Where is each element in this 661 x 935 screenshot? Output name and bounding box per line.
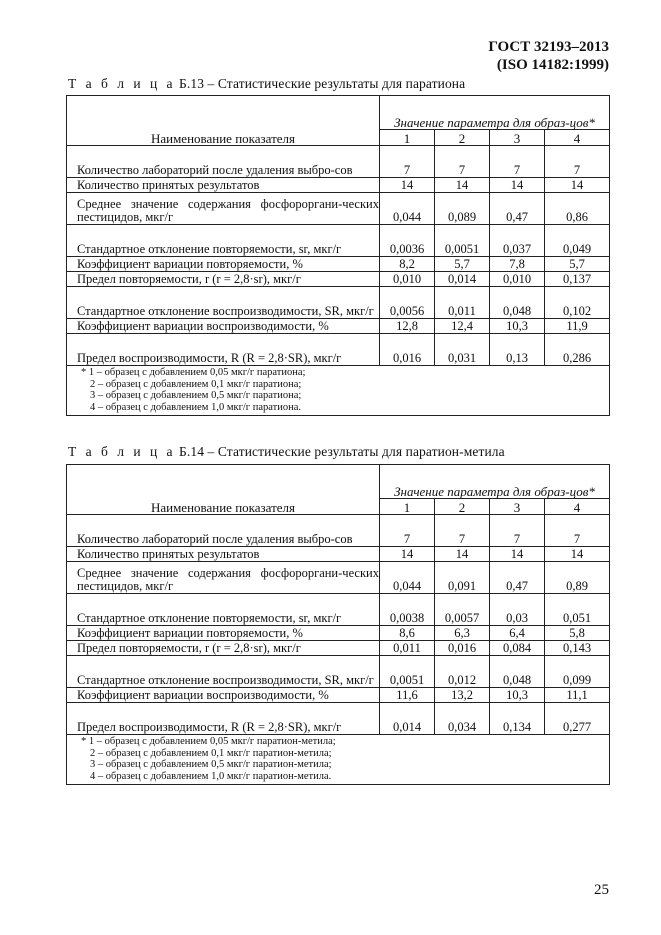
page-number: 25: [594, 882, 609, 898]
table-row: [67, 703, 610, 735]
row-label: Количество принятых результатов: [67, 547, 380, 562]
cell-value: 0,089: [435, 193, 490, 225]
row-label: Количество лабораторий после удаления выбро-сов: [67, 146, 380, 178]
cell-value: 0,010: [380, 272, 435, 287]
cell-value: 0,277: [545, 703, 610, 735]
cell-value: 7: [435, 146, 490, 178]
cell-value: 13,2: [435, 688, 490, 703]
table-row: [67, 178, 610, 193]
row-label: Количество лабораторий после удаления выбро-сов: [67, 515, 380, 547]
cell-value: 14: [490, 178, 545, 193]
cell-value: 5,7: [545, 257, 610, 272]
cell-value: 6,4: [490, 626, 545, 641]
table-caption-label: Т а б л и ц а: [68, 76, 176, 91]
cell-value: 5,7: [435, 257, 490, 272]
cell-value: 0,011: [435, 287, 490, 319]
table-row: [67, 641, 610, 656]
cell-value: 0,012: [435, 656, 490, 688]
table-caption-text: Б.13 – Статистические результаты для паратиона: [179, 76, 466, 91]
document-header: [488, 38, 609, 74]
sample-number: 4: [545, 499, 610, 515]
header-parameter-value: Значение параметра для образ-цов*: [380, 465, 610, 499]
cell-value: 0,044: [380, 562, 435, 594]
sample-number: 1: [380, 130, 435, 146]
cell-value: 14: [545, 547, 610, 562]
cell-value: 0,13: [490, 334, 545, 366]
table-row: [67, 547, 610, 562]
row-label: Стандартное отклонение воспроизводимости, SR, мкг/г: [67, 287, 380, 319]
cell-value: 7: [380, 146, 435, 178]
table-caption-label: Т а б л и ц а: [68, 444, 176, 459]
sample-number: 3: [490, 499, 545, 515]
cell-value: 0,034: [435, 703, 490, 735]
cell-value: 14: [490, 547, 545, 562]
cell-value: 0,016: [435, 641, 490, 656]
table-footnotes: [67, 366, 610, 416]
header-indicator-name: Наименование показателя: [67, 96, 380, 146]
cell-value: 0,0051: [435, 225, 490, 257]
footnote-line: * 1 – образец с добавлением 0,05 мкг/г паратион-метила;: [81, 736, 336, 747]
cell-value: 0,031: [435, 334, 490, 366]
cell-value: 10,3: [490, 688, 545, 703]
cell-value: 7: [435, 515, 490, 547]
sample-number: 2: [435, 130, 490, 146]
cell-value: 11,6: [380, 688, 435, 703]
iso-reference: (ISO 14182:1999): [496, 57, 609, 73]
header-indicator-name: Наименование показателя: [67, 465, 380, 515]
cell-value: 0,134: [490, 703, 545, 735]
table-row: [67, 334, 610, 366]
row-label: Количество принятых результатов: [67, 178, 380, 193]
cell-value: 12,8: [380, 319, 435, 334]
footnote-line: 4 – образец с добавлением 1,0 мкг/г паратион-метила.: [90, 770, 332, 782]
table-row: [67, 515, 610, 547]
table-row: [67, 257, 610, 272]
table-row: [67, 319, 610, 334]
cell-value: 12,4: [435, 319, 490, 334]
table-footnotes: [67, 735, 610, 785]
cell-value: 11,9: [545, 319, 610, 334]
cell-value: 0,084: [490, 641, 545, 656]
cell-value: 0,091: [435, 562, 490, 594]
cell-value: 0,102: [545, 287, 610, 319]
cell-value: 7: [545, 515, 610, 547]
row-label: Предел воспроизводимости, R (R = 2,8·SR), мкг/г: [67, 703, 380, 735]
table-b14: [66, 464, 610, 785]
footnote-line: 2 – образец с добавлением 0,1 мкг/г паратиона;: [90, 378, 302, 390]
cell-value: 0,010: [490, 272, 545, 287]
cell-value: 0,049: [545, 225, 610, 257]
cell-value: 14: [380, 547, 435, 562]
cell-value: 14: [380, 178, 435, 193]
footnote-line: 3 – образец с добавлением 0,5 мкг/г паратиона;: [90, 390, 302, 401]
row-label: Среднее значение содержания фосфороргани-ческих пестицидов, мкг/г: [67, 562, 380, 594]
table-row: [67, 193, 610, 225]
sample-number: 3: [490, 130, 545, 146]
cell-value: 0,051: [545, 594, 610, 626]
cell-value: 0,143: [545, 641, 610, 656]
table-row: [67, 225, 610, 257]
cell-value: 0,0036: [380, 225, 435, 257]
cell-value: 0,0051: [380, 656, 435, 688]
footnote-line: 2 – образец с добавлением 0,1 мкг/г паратион-метила;: [90, 747, 332, 759]
row-label: Коэффициент вариации воспроизводимости, %: [67, 319, 380, 334]
standard-number: ГОСТ 32193–2013: [488, 39, 609, 55]
cell-value: 0,0056: [380, 287, 435, 319]
row-label: Стандартное отклонение воспроизводимости, SR, мкг/г: [67, 656, 380, 688]
table-b13: [66, 95, 610, 416]
cell-value: 11,1: [545, 688, 610, 703]
table-caption-b13: [68, 76, 465, 92]
row-label: Коэффициент вариации воспроизводимости, %: [67, 688, 380, 703]
cell-value: 0,011: [380, 641, 435, 656]
sample-number: 4: [545, 130, 610, 146]
footnote-line: * 1 – образец с добавлением 0,05 мкг/г паратиона;: [81, 367, 306, 378]
cell-value: 0,137: [545, 272, 610, 287]
header-parameter-value: Значение параметра для образ-цов*: [380, 96, 610, 130]
table-row: [67, 146, 610, 178]
cell-value: 0,47: [490, 193, 545, 225]
cell-value: 6,3: [435, 626, 490, 641]
row-label: Предел воспроизводимости, R (R = 2,8·SR), мкг/г: [67, 334, 380, 366]
cell-value: 0,0057: [435, 594, 490, 626]
table-caption-text: Б.14 – Статистические результаты для паратион-метила: [179, 444, 505, 459]
table-caption-b14: [68, 444, 505, 460]
cell-value: 14: [435, 547, 490, 562]
cell-value: 0,89: [545, 562, 610, 594]
cell-value: 0,016: [380, 334, 435, 366]
cell-value: 14: [545, 178, 610, 193]
row-label: Предел повторяемости, r (r = 2,8·sr), мкг/г: [67, 272, 380, 287]
table-row: [67, 626, 610, 641]
table-row: [67, 656, 610, 688]
cell-value: 0,099: [545, 656, 610, 688]
row-label: Предел повторяемости, r (r = 2,8·sr), мкг/г: [67, 641, 380, 656]
cell-value: 7: [380, 515, 435, 547]
cell-value: 7,8: [490, 257, 545, 272]
cell-value: 0,037: [490, 225, 545, 257]
table-row: [67, 594, 610, 626]
cell-value: 7: [490, 146, 545, 178]
table-row: [67, 287, 610, 319]
row-label: Стандартное отклонение повторяемости, sr, мкг/г: [67, 594, 380, 626]
footnote-line: 4 – образец с добавлением 1,0 мкг/г паратиона.: [90, 401, 302, 413]
cell-value: 10,3: [490, 319, 545, 334]
cell-value: 0,014: [380, 703, 435, 735]
footnote-line: 3 – образец с добавлением 0,5 мкг/г паратион-метила;: [90, 759, 332, 770]
cell-value: 0,044: [380, 193, 435, 225]
cell-value: 0,048: [490, 287, 545, 319]
cell-value: 0,048: [490, 656, 545, 688]
row-label: Среднее значение содержания фосфороргани-ческих пестицидов, мкг/г: [67, 193, 380, 225]
row-label: Коэффициент вариации повторяемости, %: [67, 626, 380, 641]
table-row: [67, 272, 610, 287]
cell-value: 8,6: [380, 626, 435, 641]
cell-value: 5,8: [545, 626, 610, 641]
cell-value: 0,286: [545, 334, 610, 366]
cell-value: 7: [545, 146, 610, 178]
cell-value: 7: [490, 515, 545, 547]
row-label: Стандартное отклонение повторяемости, sr, мкг/г: [67, 225, 380, 257]
cell-value: 0,0038: [380, 594, 435, 626]
cell-value: 0,47: [490, 562, 545, 594]
sample-number: 1: [380, 499, 435, 515]
cell-value: 14: [435, 178, 490, 193]
table-row: [67, 688, 610, 703]
cell-value: 0,86: [545, 193, 610, 225]
cell-value: 0,03: [490, 594, 545, 626]
sample-number: 2: [435, 499, 490, 515]
cell-value: 8,2: [380, 257, 435, 272]
row-label: Коэффициент вариации повторяемости, %: [67, 257, 380, 272]
cell-value: 0,014: [435, 272, 490, 287]
table-row: [67, 562, 610, 594]
